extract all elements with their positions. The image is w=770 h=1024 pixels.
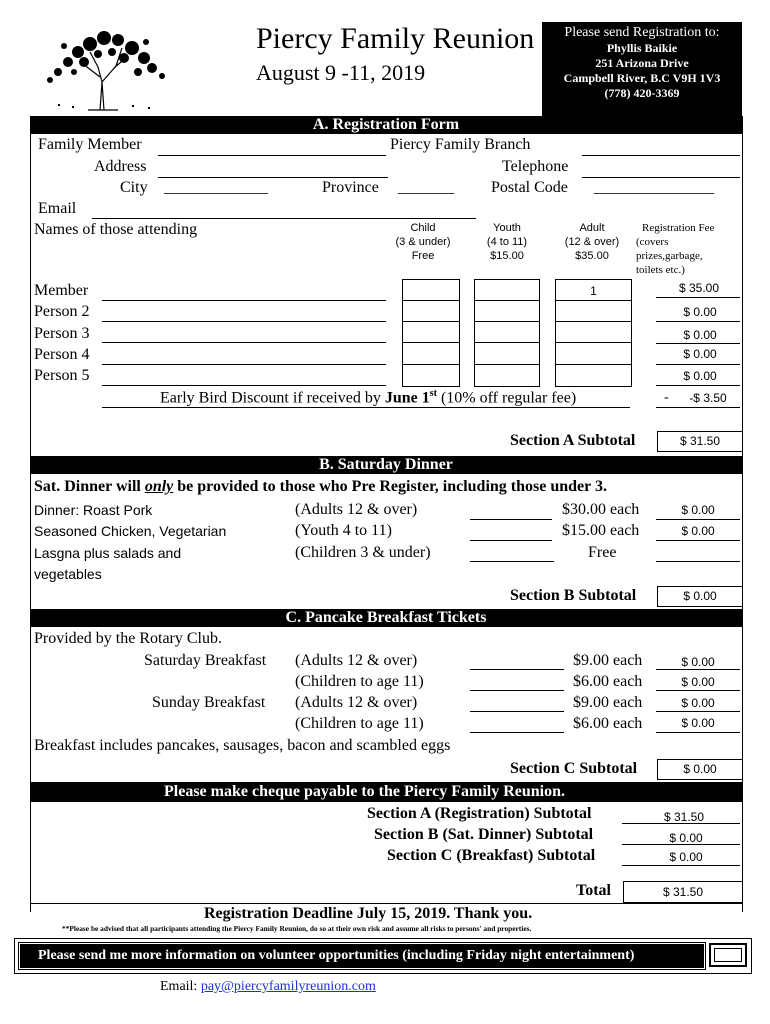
breakfast-qty[interactable] [470,669,564,670]
col-fee-header: Registration Fee (covers prizes,garbage, toilets etc.) [636,222,715,276]
breakfast-value-line [656,711,740,712]
email-link[interactable]: pay@piercyfamilyreunion.com [200,979,376,994]
summary-b-label: Section B (Sat. Dinner) Subtotal [374,826,594,843]
postal-label: Postal Code [491,179,568,196]
fee-member: $ 35.00 [678,281,720,295]
section-c-subtotal-label: Section C Subtotal [510,760,638,777]
section-c-subtotal: $ 0.00 [657,759,743,780]
grid-line [402,342,460,343]
row-name-field[interactable] [102,364,386,365]
branch-label: Piercy Family Branch [390,136,531,153]
breakfast-group: (Adults 12 & over) [295,652,418,669]
early-bird-dash: - [664,390,669,405]
dinner-value-line [656,540,740,541]
volunteer-text: Please send me more information on volunteer opportunities (including Friday night entertainment) [38,948,635,963]
grid-line [402,364,460,365]
breakfast-value: $ 0.00 [681,716,715,730]
dinner-youth-qty[interactable] [470,540,552,541]
breakfast-value-line [656,690,740,691]
breakfast-value-line [656,669,740,670]
grid-line [474,300,540,301]
breakfast-price: $9.00 each [573,694,643,711]
province-field[interactable]: _______ [398,179,454,196]
send-to-intro: Please send Registration to: [564,25,720,40]
early-bird-value: -$ 3.50 [689,391,727,405]
page-title: Piercy Family Reunion [256,22,535,55]
grid-line [474,364,540,365]
fee-line [656,364,740,365]
dinner-menu-4: vegetables [34,566,102,582]
section-b-header: B. Saturday Dinner [30,456,742,474]
breakfast-price: $6.00 each [573,673,643,690]
early-bird-value-line [656,407,740,408]
fee-person-3: $ 0.00 [683,328,717,342]
grid-line [555,364,632,365]
send-to-city: Campbell River, B.C V9H 1V3 [563,71,721,85]
summary-line [622,865,740,866]
breakfast-value: $ 0.00 [681,675,715,689]
dinner-adults-qty[interactable] [470,519,552,520]
grid-line [555,300,632,301]
breakfast-qty[interactable] [470,711,564,712]
dinner-notice: Sat. Dinner will only be provided to those who Pre Register, including those under 3. [34,478,607,495]
row-name-field[interactable] [102,321,386,322]
send-to-box [542,22,742,116]
col-child-header: Child (3 & under) Free [395,222,451,262]
col-adult-header: Adult (12 & over) $35.00 [564,222,620,262]
postal-field[interactable]: _______________ [594,179,714,196]
tree-logo [28,22,178,112]
dinner-price-adults: $30.00 each [562,501,640,518]
row-label-person-3: Person 3 [34,325,90,342]
email-field[interactable] [92,218,476,219]
breakfast-price: $9.00 each [573,652,643,669]
city-label: City [120,179,148,196]
send-to-name: Phyllis Baikie [606,41,678,55]
send-to-street: 251 Arizona Drive [595,56,689,70]
breakfast-includes: Breakfast includes pancakes, sausages, bacon and scambled eggs [34,737,451,754]
summary-c-label: Section C (Breakfast) Subtotal [387,847,596,864]
section-a-header: A. Registration Form [30,116,742,134]
family-member-label: Family Member [38,136,142,153]
grid-line [555,342,632,343]
total-label: Total [576,882,611,899]
section-a-subtotal: $ 31.50 [657,431,743,452]
row-label-person-5: Person 5 [34,367,90,384]
send-to-phone: (778) 420-3369 [604,86,680,100]
form-border-right [742,116,743,912]
row-label-member: Member [34,282,89,299]
contact-email [160,979,376,995]
youth-count-column[interactable] [474,279,540,387]
registration-deadline: Registration Deadline July 15, 2019. Thank you. [204,905,533,922]
breakfast-value: $ 0.00 [681,696,715,710]
city-field[interactable]: _____________ [164,179,268,196]
breakfast-price: $6.00 each [573,715,643,732]
row-name-field[interactable] [102,385,386,386]
dinner-price-youth: $15.00 each [562,522,640,539]
early-bird-text: Early Bird Discount if received by June 1st (10% off regular fee) [160,388,577,407]
fee-line [656,297,740,298]
grid-line [474,342,540,343]
total-value: $ 31.50 [623,881,743,903]
names-attending-label: Names of those attending [34,221,198,238]
province-label: Province [322,179,379,196]
row-label-person-4: Person 4 [34,346,90,363]
section-c-header: C. Pancake Breakfast Tickets [30,609,742,627]
section-b-subtotal-label: Section B Subtotal [510,587,637,604]
breakfast-value: $ 0.00 [681,655,715,669]
row-label-person-2: Person 2 [34,303,90,320]
row-name-field[interactable] [102,342,386,343]
member-adult-count[interactable]: 1 [590,284,597,298]
breakfast-group: (Adults 12 & over) [295,694,418,711]
summary-a-value: $ 31.50 [663,810,705,824]
dinner-value-youth: $ 0.00 [681,524,715,538]
dinner-value-adults: $ 0.00 [681,503,715,517]
address-field[interactable] [158,177,388,178]
section-a-subtotal-label: Section A Subtotal [510,432,636,449]
dinner-group-children: (Children 3 & under) [295,544,431,561]
breakfast-value-line [656,732,740,733]
dinner-menu-1: Dinner: Roast Pork [34,502,153,518]
dinner-value-line [656,519,740,520]
breakfast-group: (Children to age 11) [295,673,424,690]
dinner-value-line [656,561,740,562]
branch-field[interactable] [582,155,740,156]
dinner-menu-3: Lasgna plus salads and [34,545,182,561]
fee-person-5: $ 0.00 [683,369,717,383]
volunteer-checkbox[interactable] [709,943,747,967]
dinner-menu-2: Seasoned Chicken, Vegetarian [34,523,227,539]
col-youth-header: Youth (4 to 11) $15.00 [486,222,528,262]
row-name-field[interactable] [102,300,386,301]
fee-line [656,385,740,386]
breakfast-qty[interactable] [470,690,564,691]
breakfast-group: (Children to age 11) [295,715,424,732]
breakfast-provider: Provided by the Rotary Club. [34,630,222,647]
telephone-label: Telephone [502,158,569,175]
telephone-field[interactable] [582,177,740,178]
summary-c-value: $ 0.00 [669,850,703,864]
summary-b-value: $ 0.00 [669,831,703,845]
dinner-price-children: Free [588,544,617,561]
volunteer-banner [14,938,752,974]
dinner-group-adults: (Adults 12 & over) [295,501,418,518]
fee-person-4: $ 0.00 [683,347,717,361]
section-b-subtotal: $ 0.00 [657,586,743,607]
email-label: Email [38,200,77,217]
breakfast-qty[interactable] [470,732,564,733]
email-label: Email: [160,979,198,994]
grid-line [402,300,460,301]
grid-line [555,321,632,322]
address-label: Address [94,158,147,175]
fee-line [656,321,740,322]
risk-disclaimer: **Please be advised that all participants attending the Piercy Family Reunion, do so at their own risk and assume all risks to persons' and properties. [62,924,532,933]
family-member-field[interactable] [158,155,386,156]
dinner-children-qty[interactable] [470,561,554,562]
grid-line [474,321,540,322]
dinner-group-youth: (Youth 4 to 11) [295,522,392,539]
child-count-column[interactable] [402,279,460,387]
sunday-breakfast-label: Sunday Breakfast [152,694,266,711]
grid-line [402,321,460,322]
fee-line [656,343,740,344]
cheque-payable-header: Please make cheque payable to the Piercy Family Reunion. [30,782,742,802]
saturday-breakfast-label: Saturday Breakfast [144,652,267,669]
event-dates: August 9 -11, 2019 [256,60,426,85]
fee-person-2: $ 0.00 [683,305,717,319]
early-bird-line [102,407,630,408]
form-border-bottom [30,903,742,904]
summary-a-label: Section A (Registration) Subtotal [367,805,592,822]
